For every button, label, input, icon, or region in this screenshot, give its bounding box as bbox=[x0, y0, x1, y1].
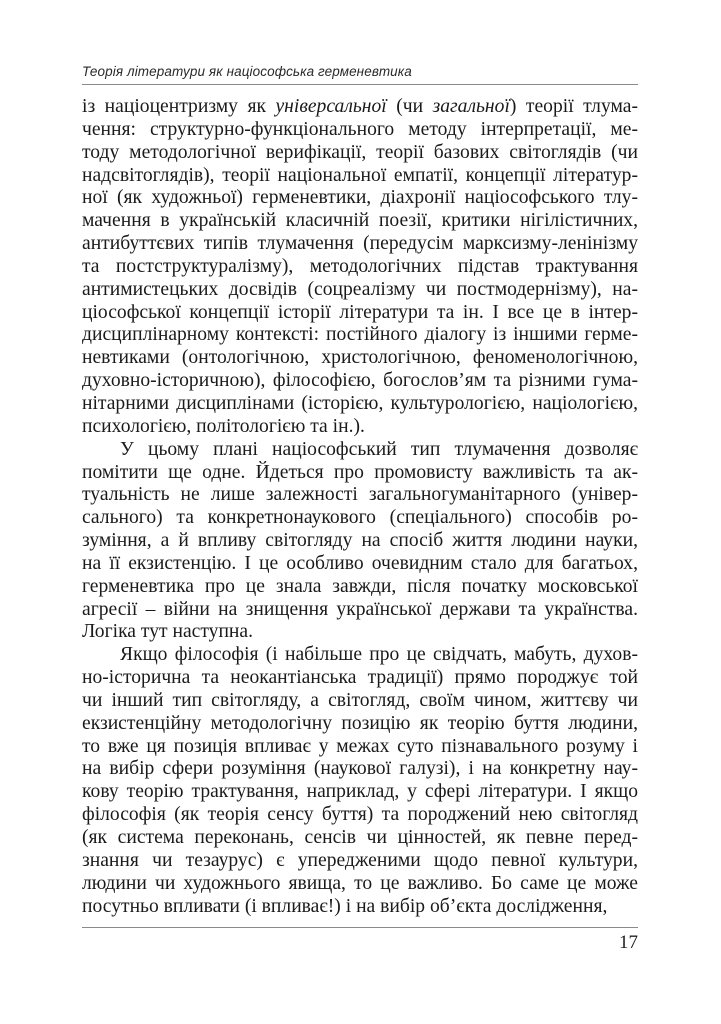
text-run: ної (як художньої) герменевтики, діахронії націософського тлу- bbox=[82, 187, 638, 209]
text-line bbox=[82, 599, 638, 622]
text-run: надсвітоглядів), теорії національної емпатії, концепції літератур- bbox=[82, 164, 638, 186]
text-line bbox=[82, 462, 638, 485]
text-line bbox=[82, 553, 638, 576]
text-run: (чи bbox=[386, 96, 433, 117]
text-run: із націоцентризму як bbox=[82, 96, 276, 117]
text-line bbox=[82, 667, 638, 690]
text-run: чення: структурно-функціонального методу інтерпретації, ме- bbox=[82, 118, 638, 140]
text-run: на її екзистенцію. І це особливо очевидним стало для багатьох, bbox=[82, 552, 638, 574]
text-line bbox=[82, 690, 638, 713]
text-run: посутньо впливати (і впливає!) і на вибір об’єкта дослідження, bbox=[82, 895, 608, 917]
text-line bbox=[82, 827, 638, 850]
text-line bbox=[82, 758, 638, 781]
footer-rule bbox=[82, 927, 638, 928]
text-run: духовно-історичною), філософією, богослов’ям та різними гума- bbox=[82, 370, 638, 392]
header-rule bbox=[82, 84, 638, 85]
text-line bbox=[82, 530, 638, 553]
text-line bbox=[82, 279, 638, 302]
text-line bbox=[82, 736, 638, 759]
text-run: невтиками (онтологічною, христологічною, феноменологічною, bbox=[82, 347, 638, 369]
text-line bbox=[82, 256, 638, 279]
text-run: філософія (як теорія сенсу буття) та породжений нею світогляд bbox=[82, 804, 638, 826]
running-header: Теорія літератури як націософська герменевтика bbox=[82, 64, 412, 79]
text-run: психологією, політологією та ін.). bbox=[82, 415, 365, 437]
text-line bbox=[82, 302, 638, 325]
text-run: туальність не лише залежності загальногуманітарного (універ- bbox=[82, 484, 638, 506]
text-run: знання чи тезаурус) є упередженими щодо певної культури, bbox=[82, 849, 638, 871]
text-run: агресії – війни на знищення української держави та українства. bbox=[82, 598, 638, 620]
italic-term: універсальної bbox=[275, 96, 387, 117]
text-run: У цьому плані націософський тип тлумачення дозволяє bbox=[120, 438, 638, 460]
text-run: кову теорію трактування, наприклад, у сфері літератури. І якщо bbox=[82, 781, 638, 803]
text-run: чи інший тип світогляду, а світогляд, своїм чином, життєву чи bbox=[82, 689, 638, 711]
text-line bbox=[82, 142, 638, 165]
text-run: помітити ще одне. Йдеться про промовисту важливість та ак- bbox=[82, 461, 638, 483]
text-run: (як система переконань, сенсів чи цінностей, як певне перед- bbox=[82, 827, 638, 848]
text-run: Логіка тут наступна. bbox=[82, 621, 254, 643]
paragraph bbox=[82, 96, 638, 439]
text-run: Якщо філософія (і набільше про це свідчать, мабуть, духов- bbox=[120, 644, 638, 666]
paragraph bbox=[82, 439, 638, 645]
text-run: на вибір сфери розуміння (наукової галузі), і на конкретну нау- bbox=[82, 758, 638, 780]
text-line bbox=[82, 439, 638, 462]
text-line bbox=[82, 416, 638, 439]
text-line bbox=[82, 896, 638, 919]
text-run: дисциплінарному контексті: постійного діалогу із іншими герме- bbox=[82, 324, 638, 346]
text-line bbox=[82, 850, 638, 873]
page-number: 17 bbox=[619, 932, 638, 953]
text-line bbox=[82, 210, 638, 233]
text-run: нітарними дисциплінами (історією, культурологією, націологією, bbox=[82, 392, 638, 414]
text-line bbox=[82, 621, 638, 644]
text-run: екзистенційну методологічну позицію як теорію буття людини, bbox=[82, 712, 638, 734]
text-line bbox=[82, 233, 638, 256]
text-line bbox=[82, 576, 638, 599]
text-line bbox=[82, 507, 638, 530]
text-line bbox=[82, 165, 638, 188]
text-line bbox=[82, 484, 638, 507]
text-line bbox=[82, 187, 638, 210]
text-run: то вже ця позиція впливає у межах суто пізнавального розуму і bbox=[82, 735, 638, 757]
text-line bbox=[82, 713, 638, 736]
text-line bbox=[82, 370, 638, 393]
text-run: людини чи художнього явища, то це важливо. Бо саме це може bbox=[82, 872, 638, 894]
text-run: антибуттєвих типів тлумачення (передусім марксизму-ленінізму bbox=[82, 233, 638, 255]
body-text bbox=[82, 96, 638, 918]
text-run: антимистецьких досвідів (соцреалізму чи постмодернізму), на- bbox=[82, 278, 638, 300]
text-run: сального) та конкретнонаукового (спеціального) способів ро- bbox=[82, 507, 638, 529]
text-run: та постструктуралізму), методологічних підстав трактування bbox=[82, 255, 638, 277]
text-run: герменевтика про це знала завжди, після початку московської bbox=[82, 575, 638, 597]
text-run: ) теорії тлума- bbox=[509, 96, 638, 117]
text-run: мачення в українській класичній поезії, критики нігілістичних, bbox=[82, 210, 638, 232]
italic-term: загальної bbox=[432, 96, 510, 117]
paragraph bbox=[82, 644, 638, 918]
text-run: зуміння, а й впливу світогляду на спосіб життя людини науки, bbox=[82, 530, 638, 552]
text-line bbox=[82, 324, 638, 347]
text-line bbox=[82, 96, 638, 119]
text-line bbox=[82, 873, 638, 896]
text-line bbox=[82, 804, 638, 827]
text-run: ціософської концепції історії літератури та ін. І все це в інтер- bbox=[82, 301, 638, 323]
text-run: но-історична та неокантіанська традиції) прямо породжує той bbox=[82, 667, 638, 689]
text-line bbox=[82, 119, 638, 142]
text-line bbox=[82, 347, 638, 370]
text-line bbox=[82, 644, 638, 667]
text-line bbox=[82, 781, 638, 804]
text-line bbox=[82, 393, 638, 416]
text-run: тоду методологічної верифікації, теорії базових світоглядів (чи bbox=[82, 141, 638, 163]
